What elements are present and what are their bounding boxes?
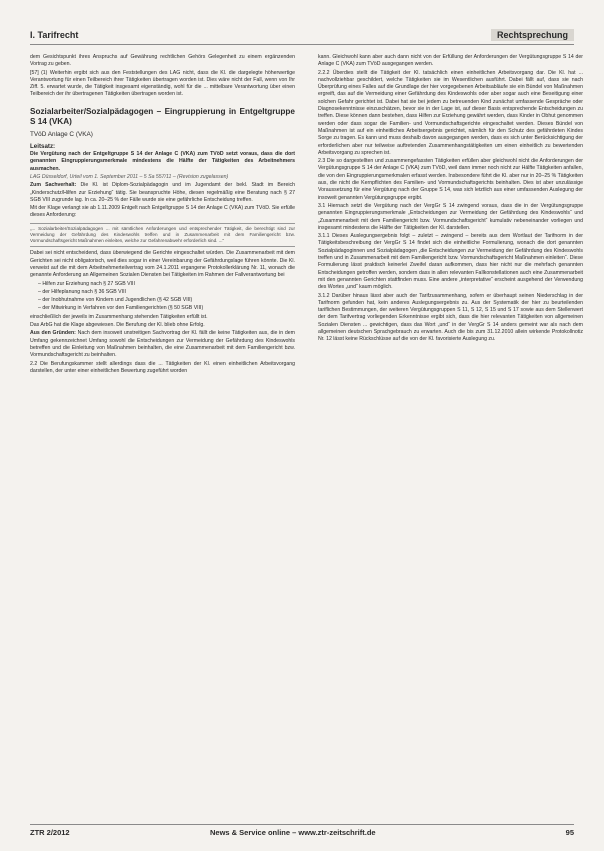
body-paragraph: Nach dem insoweit unstreitigen Sachvortrag der Kl. fällt die keine Tätigkeiten aus, die in dem Umfang gekennzeichnet Umfang sowohl die Entscheidungen zur Vermeidung der Gefährdung des Kindeswohls betreffen und die Einleitung von Maßnahmen beinhalten, die eine Zusammenarbeit mit dem Familiengericht bzw. Vormundschaftsgericht zu beinhalten. bbox=[30, 330, 295, 359]
article-title: Sozialarbeiter/Sozialpädagogen – Eingruppierung in Entgeltgruppe S 14 (VKA) bbox=[30, 106, 295, 126]
body-paragraph: Mit der Klage verlangt sie ab 1.11.2009 Entgelt nach Entgeltgruppe S 14 der Anlage C (VKA) zum TVöD. Sie erfülle dieses Anforderung: bbox=[30, 205, 295, 219]
leitsatz-text: Die Vergütung nach der Entgeltgruppe S 14 der Anlage C (VKA) zum TVöD setzt voraus, dass die dort genannten Eingruppierungsmerkmale mindestens die Hälfte der Tätigkeiten des Arbeitnehmers ausmachen. bbox=[30, 151, 295, 172]
article-subtitle: TVöD Anlage C (VKA) bbox=[30, 130, 93, 138]
body-paragraph: 3.1 Hiernach setzt die Vergütung nach der VergGr S 14 zwingend voraus, dass die in der Vergütungsgruppe genannten Eingruppierungsmerkmale „Entscheidungen zur Vermeidung der Gefährdung des Kindeswohls“ und „Zusammenarbeit mit dem Familiengericht bzw. Vormundschaftsgericht“ kumulativ nebeneinander vorliegen und insgesamt mindestens die Hälfte der Tätigkeiten der Kl. darstellen. bbox=[318, 202, 583, 231]
gruende-label: Aus den Gründen: bbox=[30, 330, 76, 337]
sachverhalt-label: Zum Sachverhalt: bbox=[30, 182, 77, 189]
court-citation: LAG Düsseldorf, Urteil vom 1. September 2011 – 5 Sa 557/11 – (Revision zugelassen) bbox=[30, 173, 229, 180]
list-item: – der Mitwirkung in Verfahren vor den Familiengerichten (§ 50 SGB VIII) bbox=[38, 305, 204, 312]
body-paragraph: [57] (1) Weiterhin ergibt sich aus den Feststellungen des LAG nicht, dass die Kl. die dargelegte höherwertige Verantwortung für einen Teilbereich ihrer Tätigkeiten übertragen worden ist. Dies wäre nicht der Fall, wenn von Ihr Ziff. 5. erwartet wurde, die Tätigkeit insgesamt eigenständig, wohl für die ... mittelbare Verantwortung über einen Teilbereich der ihr übertragenen Tätigkeiten übertragen worden ist. bbox=[30, 69, 295, 98]
body-paragraph: Die Kl. ist Diplom-Sozialpädagogin und im Jugendamt der bekl. Stadt im Bereich „Kinderschutz/Hilfen zur Erziehung“ tätig. Sie beanspruchte Höhe, diesen regelmäßig eine Beratung nach § 27 SGB VIII zugrunde lag. In ca. 20–25 % der Fälle wurde sie eine gefährliche Entscheidung treffen. bbox=[30, 182, 295, 203]
body-paragraph: 2.2.2 Überdies stellt die Tätigkeit der Kl. tatsächlich einen einheitlichen Arbeitsvorgang dar. Die Kl. hat ... nachvollziehbar geschildert, welche Tätigkeiten sie im Wesentlichen ausführt. Dabei fällt auf, dass sie nach Überprüfung eines Falles auf die Grundlage der hier vorgegebenen Arbeitsabläufe sie ein Bündel von Maßnahmen ergreift, das auf die Vermeidung einer Gefährdung des Kindeswohls oder aber sogar auch eine Beseitigung einer solchen Gefahr gerichtet ist. Dabei hat sie bei jedem zu betreuenden Kind zunächst umfassende Gespräche oder Diagnosekenntnisse einzuschätzen, bevor sie in der Lage ist, auf dieser Basis entsprechende Entscheidungen zu treffen. Diese können dann bestehen, dass Hilfen zur Erziehung gewährt werden, dass Kinder in Obhut genommen werden oder dass sogar die Familien- und Vormundschaftsgerichte eingeschaltet werden. Dieses Bündel von Maßnahmen ist auf ein einheitliches Arbeitsergebnis gerichtet, nämlich für den Schutz des gefährdeten Kindes Sorge zu tragen. Es kann und muss deshalb davon ausgegangen werden, dass es sich unter Berücksichtigung der erforderlichen aber nur teilweise auftretenden Zusammenhangstätigkeiten um einen einheitlich zu bewertenden Arbeitsvorgang zu sprechen ist. bbox=[318, 69, 583, 156]
list-item: – Hilfen zur Erziehung nach § 27 SGB VIII bbox=[38, 280, 135, 287]
body-paragraph: 3.1.1 Dieses Auslegungsergebnis folgt – zuletzt – zwingend – bereits aus dem Wortlaut der Tarifnorm in der Tätigkeitsbeschreibung der VergGr S 14 findet sich die einheitliche Formulierung, wonach die dort genannten Sozialpädagoginnen und Sozialpädagogen „die Entscheidungen zur Vermeidung der Gefährdung des Kindeswohls treffen und in Zusammenarbeit mit dem Familiengericht bzw. Vormundschaftsgericht Maßnahmen einleiten“. Diese Formulierung lässt praktisch keinerlei Zweifel daran aufkommen, dass hier nicht nur die mehrfach genannten Entscheidungen getroffen werden, sondern dass in allen relevanten Fallkonstellationen auch eine Zusammenarbeit mit den genannten Gerichten stattfinden muss. Eine andere „interpretative“ erscheint ausgehend der Verwendung des Wortes „und“ kaum möglich. bbox=[318, 233, 583, 291]
body-paragraph: kann. Gleichwohl kann aber auch dann nicht von der Erfüllung der Anforderungen der Vergütungsgruppe S 14 der Anlage C (VKA) zum TVöD ausgegangen werden. bbox=[318, 54, 583, 68]
section-label: Rechtsprechung bbox=[491, 29, 574, 41]
body-paragraph: 3.1.2 Darüber hinaus lässt aber auch der Tarifzusammenhang, sofern er überhaupt seinen Niederschlag in der Tarifnorm gefunden hat, kein anderes Auslegungsergebnis zu. Aus der Systematik der hier zu beurteilenden tariflichen Bestimmungen, der weiteren Vergütungsgruppen S 11, S 12, S 15 und S 17 sowie aus dem Stellenwert der dem Tarifvertrag vorliegenden Erkenntnisse ergibt sich, dass die hier relevanten Tätigkeiten von allgemeinen Sozialen Diensten ... gewichtigen, dass das Wort „und“ in der VergGr S 14 anders gemeint war als nach dem allgemeinen deutschen Sprachgebrauch zu erwarten. Auch die bis zum 31.12.2010 allein wirkende Protokollnotiz Nr. 12 lässt keine Rückschlüsse auf die von der Kl. favorisierte Auslegung zu. bbox=[318, 292, 583, 343]
page-footer bbox=[30, 824, 574, 839]
section-title: I. Tarifrecht bbox=[30, 30, 79, 40]
body-paragraph: Das ArbG hat die Klage abgewiesen. Die Berufung der Kl. blieb ohne Erfolg. bbox=[30, 322, 205, 329]
left-column bbox=[30, 54, 295, 816]
body-paragraph: dem Gesichtspunkt ihres Anspruchs auf Gewährung rechtlichen Gehörs Gelegenheit zu einem ergänzenden Vortrag zu geben. bbox=[30, 54, 295, 68]
right-column bbox=[318, 54, 583, 816]
page-number: 95 bbox=[565, 828, 574, 837]
list-item: – der Hilfeplanung nach § 36 SGB VIII bbox=[38, 288, 126, 295]
body-paragraph: 2.3 Die so dargestellten und zusammengefassten Tätigkeiten erfüllen aber gleichwohl nicht die Anforderungen der Vergütungsgruppe S 14 der Anlage C (VKA) zum TVöD, weil dann immer noch nicht zur Hälfte Tätigkeiten anfallen, die von den Eingruppierungsmerkmalen erfasst werden. Insbesondere führt die Kl. aber nur in 20–25 % Tätigkeiten aus, die nicht die Kernpflichten des Familien- und Vormundschaftsgerichts beinhalten. Dies ist aber unzulässige Voraussetzung für eine Vergütung nach der Gruppe S 14, was sich letztlich aus einer umfassenden Auslegung der insoweit genannten Vergütungsgruppe ergibt. bbox=[318, 158, 583, 201]
journal-issue: ZTR 2/2012 bbox=[30, 828, 70, 837]
body-paragraph: einschließlich der jeweils im Zusammenhang stehenden Tätigkeiten erfüllt ist. bbox=[30, 313, 208, 320]
page-header bbox=[30, 30, 574, 45]
list-item: – der Inobhutnahme von Kindern und Jugendlichen (§ 42 SGB VIII) bbox=[38, 297, 193, 304]
body-paragraph: Dabei sei nicht entscheidend, dass überwiegend die Gerichte eingeschaltet würden. Die Zusammenarbeit mit dem Gerichten sei nicht obligatorisch, weil dies sogar in einer Vereinbarung der Gefährdungslage führen könnte. Die Kl. verweist auf die mit dem Arbeitnehmerteilvertrag vom 24.1.2011 ergangene Protokollerklärung Nr. 11, wonach die genannte Anforderung an Allgemeinen Sozialen Diensten bei Tätigkeiten im Rahmen der Fallverantwortung bei bbox=[30, 250, 295, 279]
leitsatz-label: Leitsatz: bbox=[30, 142, 56, 150]
body-paragraph: 2.2 Die Berufungskammer stellt allerdings dass die ... Tätigkeiten der Kl. einen einheitlichen Arbeitsvorgang darstellen, der unter einer einheitlichen Bewertung zugeführt worden bbox=[30, 360, 295, 374]
journal-website: News & Service online – www.ztr-zeitschrift.de bbox=[210, 828, 376, 837]
quote-block: „... Sozialarbeiter/Sozialpädagogen ... mit sämtlichen Anforderungen und entsprechender Tätigkeit, die berechtigt sind zur Vermeidung der Gefährdung des Kindeswohls treffen und in Zusammenarbeit mit dem Familiengericht bzw. Vormundschaftsgericht Maßnahmen einleiten, welche zur Gefahrenabwehr erforderlich sind. ...“ bbox=[30, 223, 295, 248]
